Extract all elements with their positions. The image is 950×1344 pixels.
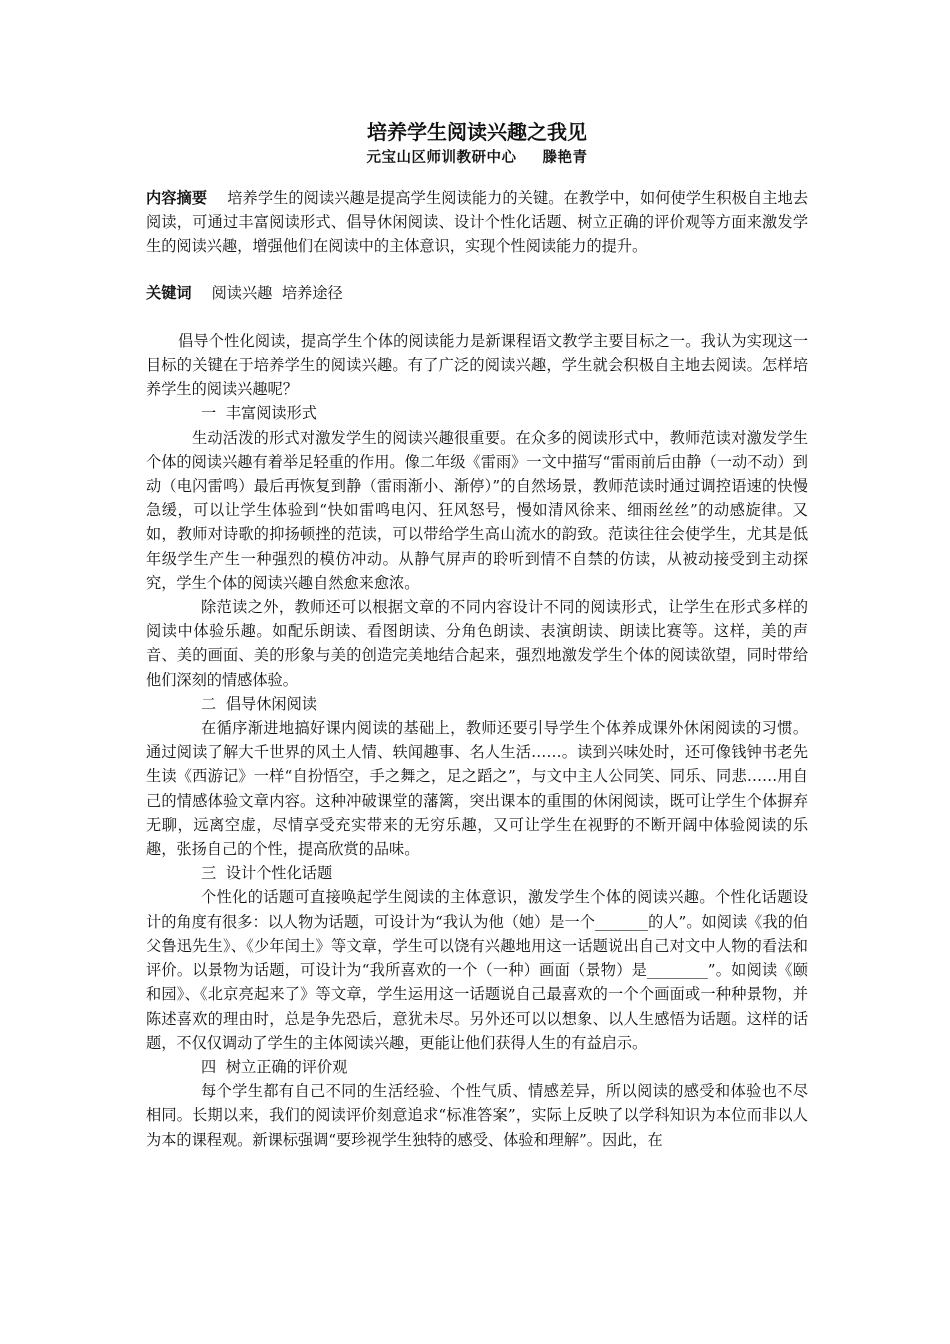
intro-paragraph: 倡导个性化阅读，提高学生个体的阅读能力是新课程语文教学主要目标之一。我认为实现这一目标的关键在于培养学生的阅读兴趣。有了广泛的阅读兴趣，学生就会积极自主地去阅读。怎样培养学生的阅读兴趣呢？ [146,331,808,399]
section-2-paragraph-1: 在循序渐进地搞好课内阅读的基础上，教师还要引导学生个体养成课外休闲阅读的习惯。通过阅读了解大千世界的风土人情、轶闻趣事、名人生活……。读到兴味处时，还可像钱钟书老先生读《西游记》一样“自扮悟空，手之舞之，足之蹈之”，与文中主人公同笑、同乐、同悲……用自己的情感体验文章内容。这种冲破课堂的藩篱，突出课本的重围的休闲阅读，既可让学生个体摒弃无聊，远离空虚，尽情享受充实带来的无穷乐趣，又可让学生在视野的不断开阔中体验阅读的乐趣，张扬自己的个性，提高欣赏的品味。 [146,719,808,859]
abstract-text: 培养学生的阅读兴趣是提高学生阅读能力的关键。在教学中，如何使学生积极自主地去阅读，可通过丰富阅读形式、倡导休闲阅读、设计个性化话题、树立正确的评价观等方面来激发学生的阅读兴趣，增强他们在阅读中的主体意识，实现个性阅读能力的提升。 [146,189,809,256]
keywords [146,281,808,305]
document-page [146,118,808,1152]
author-organization: 元宝山区师训教研中心 [366,150,517,166]
keywords-label: 关键词 [146,283,192,302]
paper-title: 培养学生阅读兴趣之我见 [367,120,587,144]
byline [146,146,808,170]
section-heading-1: 一 丰富阅读形式 [201,404,317,423]
section-3-paragraph-1: 个性化的话题可直接唤起学生阅读的主体意识，激发学生个体的阅读兴趣。个性化话题设计的角度有很多：以人物为话题，可设计为“我认为他（她）是一个_______的人”。如阅读《我的伯父鲁迅先生》、《少年闰土》等文章，学生可以饶有兴趣地用这一话题说出自己对文中人物的看法和评价。以景物为话题，可设计为“我所喜欢的一个（一种）画面（景物）是________”。如阅读《颐和园》、《北京亮起来了》等文章，学生运用这一话题说自己最喜欢的一个个画面或一种种景物，并陈述喜欢的理由时，总是争先恐后，意犹未尽。另外还可以以想象、以人生感悟为话题。这样的话题，不仅仅调动了学生的主体阅读兴趣，更能让他们获得人生的有益启示。 [146,888,808,1052]
keywords-text: 阅读兴趣 培养途径 [211,283,343,302]
section-heading-3: 三 设计个性化话题 [201,864,333,883]
section-heading-2: 二 倡导休闲阅读 [201,694,317,713]
section-1-paragraph-2: 除范读之外，教师还可以根据文章的不同内容设计不同的阅读形式，让学生在形式多样的阅读中体验乐趣。如配乐朗读、看图朗读、分角色朗读、表演朗读、朗读比赛等。这样，美的声音、美的画面、美的形象与美的创造完美地结合起来，强烈地激发学生个体的阅读欲望，同时带给他们深刻的情感体验。 [146,598,808,689]
section-4-paragraph-1: 每个学生都有自己不同的生活经验、个性气质、情感差异，所以阅读的感受和体验也不尽相同。长期以来，我们的阅读评价刻意追求“标准答案”，实际上反映了以学科知识为本位而非以人为本的课程观。新课标强调“要珍视学生独特的感受、体验和理解”。因此，在 [146,1082,808,1149]
author-name: 滕艳青 [542,150,588,166]
abstract-label: 内容摘要 [146,189,208,207]
section-1-paragraph-1: 生动活泼的形式对激发学生的阅读兴趣很重要。在众多的阅读形式中，教师范读对激发学生个体的阅读兴趣有着举足轻重的作用。像二年级《雷雨》一文中描写“雷雨前后由静（一动不动）到动（电闪雷鸣）最后再恢复到静（雷雨渐小、渐停）”的自然场景，教师范读时通过调控语速的快慢急缓，可以让学生体验到“快如雷鸣电闪、狂风怒号，慢如清风徐来、细雨丝丝”的动感旋律。又如，教师对诗歌的抑扬顿挫的范读，可以带给学生高山流水的韵致。范读往往会使学生，尤其是低年级学生产生一种强烈的模仿冲动。从静气屏声的聆听到情不自禁的仿读，从被动接受到主动探究，学生个体的阅读兴趣自然愈来愈浓。 [146,428,808,592]
abstract [146,186,808,259]
section-heading-4: 四 树立正确的评价观 [201,1057,348,1076]
